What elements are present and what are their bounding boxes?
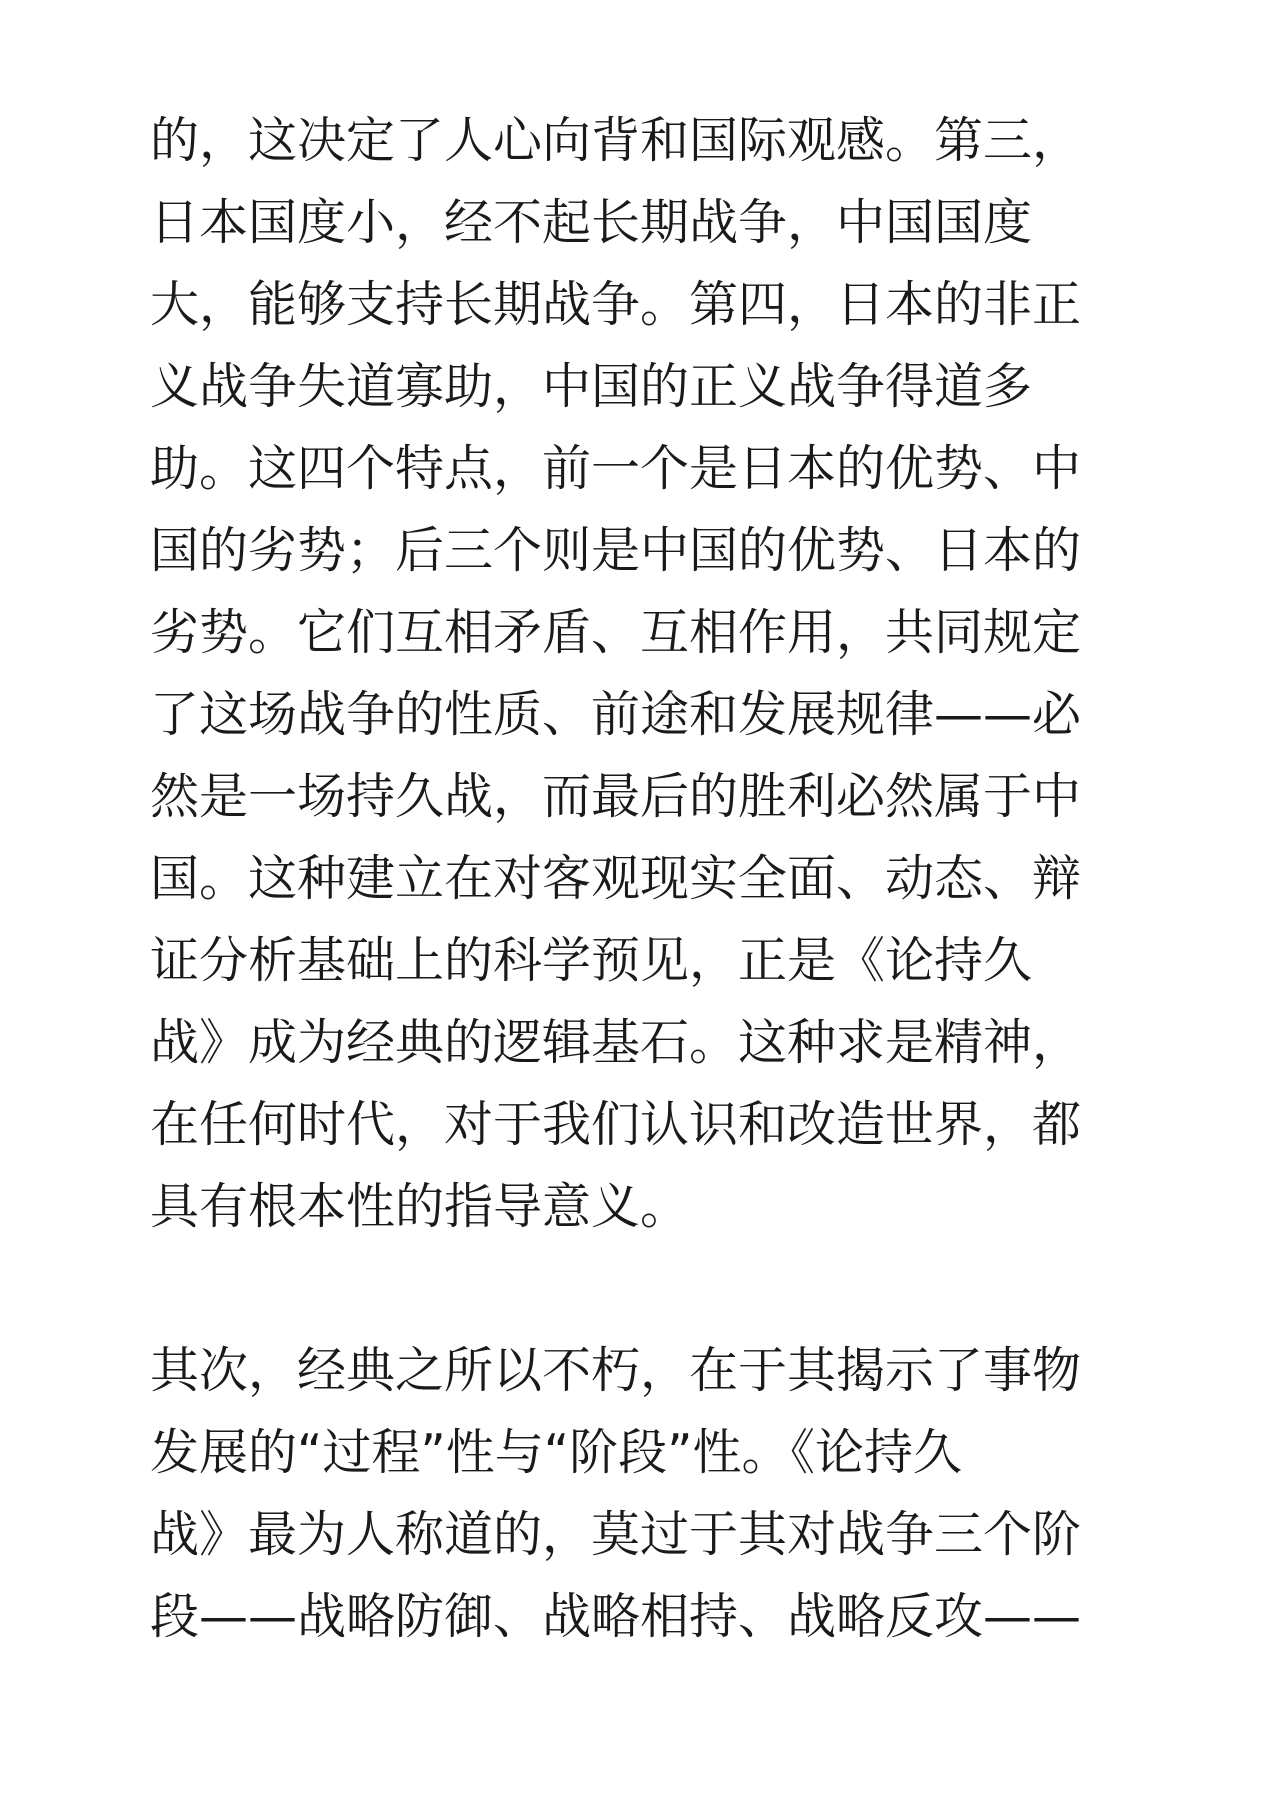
paragraph-spacer [150, 1248, 1135, 1330]
text-line: 劣势。它们互相矛盾、互相作用，共同规定 [150, 604, 1082, 661]
text-line: 在任何时代，对于我们认识和改造世界，都 [150, 1096, 1082, 1153]
paragraph-1 [150, 100, 1135, 1248]
text-line: 战》成为经典的逻辑基石。这种求是精神， [150, 1014, 1082, 1071]
text-line: 发展的“过程”性与“阶段”性。《论持久 [150, 1424, 963, 1481]
text-line: 日本国度小，经不起长期战争，中国国度 [150, 194, 1033, 251]
text-line: 然是一场持久战，而最后的胜利必然属于中 [150, 768, 1082, 825]
text-line: 大，能够支持长期战争。第四，日本的非正 [150, 276, 1082, 333]
paragraph-2 [150, 1330, 1135, 1658]
text-line: 的，这决定了人心向背和国际观感。第三， [150, 112, 1082, 169]
text-line: 战》最为人称道的，莫过于其对战争三个阶 [150, 1506, 1082, 1563]
text-line: 段——战略防御、战略相持、战略反攻—— [150, 1588, 1082, 1645]
text-line: 具有根本性的指导意义。 [150, 1178, 690, 1235]
text-line: 其次，经典之所以不朽，在于其揭示了事物 [150, 1342, 1082, 1399]
article-body [150, 100, 1135, 1658]
text-line: 国的劣势；后三个则是中国的优势、日本的 [150, 522, 1082, 579]
text-line: 了这场战争的性质、前途和发展规律——必 [150, 686, 1082, 743]
text-line: 助。这四个特点，前一个是日本的优势、中 [150, 440, 1082, 497]
text-line: 证分析基础上的科学预见，正是《论持久 [150, 932, 1033, 989]
text-line: 国。这种建立在对客观现实全面、动态、辩 [150, 850, 1082, 907]
text-line: 义战争失道寡助，中国的正义战争得道多 [150, 358, 1033, 415]
